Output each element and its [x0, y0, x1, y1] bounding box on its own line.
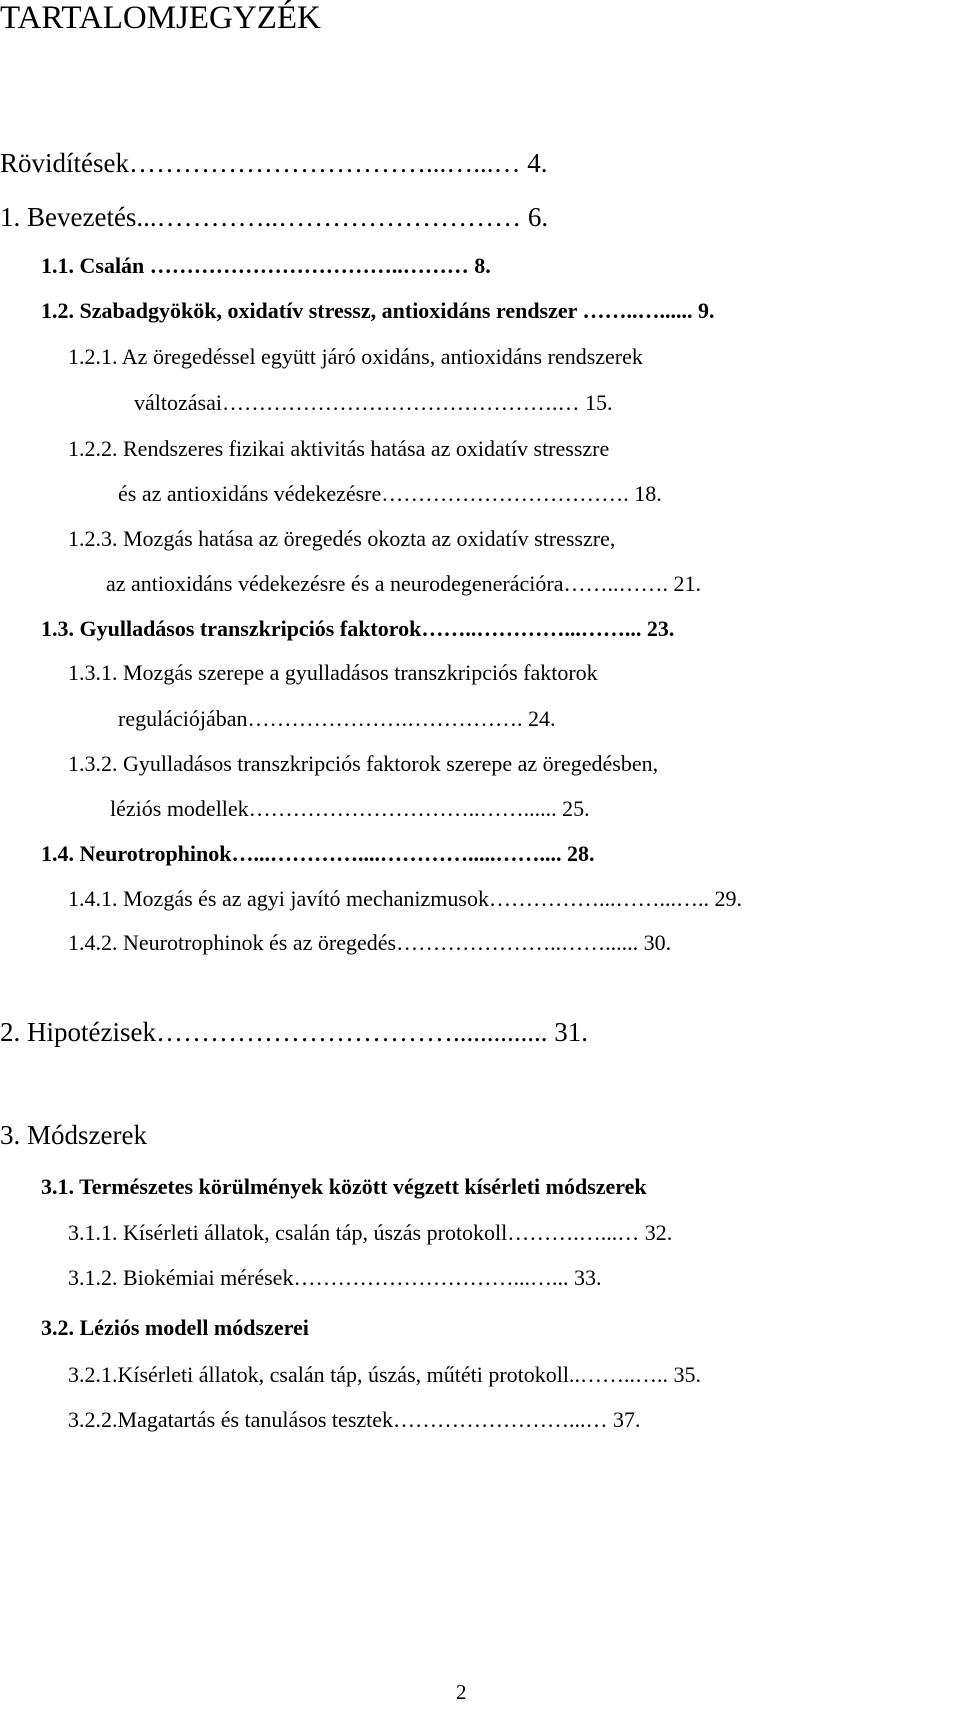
- toc-entry-3-1-2: 3.1.2. Biokémiai mérések…………………………...…... 33.: [68, 1265, 602, 1290]
- toc-entry-3-2: 3.2. Léziós modell módszerei: [41, 1315, 309, 1340]
- toc-entry-1-2-2: 1.2.2. Rendszeres fizikai aktivitás hatása az oxidatív stresszre: [68, 436, 610, 461]
- toc-entry-2: 2. Hipotézisek…………………………….............. 31.: [0, 1017, 588, 1047]
- toc-entry-1: 1. Bevezetés...…………..……………………… 6.: [0, 202, 549, 232]
- toc-entry-rovidites: Rövidítések……………………………...…...… 4.: [0, 148, 548, 178]
- toc-entry-3-2-2: 3.2.2.Magatartás és tanulásos tesztek……………………...… 37.: [68, 1407, 641, 1432]
- toc-entry-3-1-1: 3.1.1. Kísérleti állatok, csalán táp, úszás protokoll……….…...… 32.: [68, 1220, 673, 1245]
- toc-entry-1-2-1: 1.2.1. Az öregedéssel együtt járó oxidáns, antioxidáns rendszerek: [68, 344, 643, 369]
- toc-entry-1-3: 1.3. Gyulladásos transzkripciós faktorok……..…………...……... 23.: [41, 616, 675, 641]
- toc-entry-1-4-1: 1.4.1. Mozgás és az agyi javító mechanizmusok……………...……...….. 29.: [68, 886, 742, 911]
- toc-entry-1-2-3: 1.2.3. Mozgás hatása az öregedés okozta az oxidatív stresszre,: [68, 526, 616, 551]
- toc-entry-1-1: 1.1. Csalán ……………………………..……… 8.: [41, 253, 491, 278]
- toc-entry-1-2: 1.2. Szabadgyökök, oxidatív stressz, antioxidáns rendszer ……..…...... 9.: [41, 298, 715, 323]
- toc-entry-1-3-2: 1.3.2. Gyulladásos transzkripciós faktorok szerepe az öregedésben,: [68, 751, 659, 776]
- toc-entry-1-4: 1.4. Neurotrophinok…...…………....………….....…….... 28.: [41, 841, 595, 866]
- toc-entry-3-2-1: 3.2.1.Kísérleti állatok, csalán táp, úszás, műtéti protokoll..……..….. 35.: [68, 1362, 701, 1387]
- toc-entry-3: 3. Módszerek: [0, 1120, 147, 1150]
- toc-entry-1-2-2-cont: és az antioxidáns védekezésre……………………………. 18.: [118, 481, 662, 506]
- page-number: 2: [456, 1680, 467, 1704]
- toc-entry-3-1: 3.1. Természetes körülmények között végzett kísérleti módszerek: [41, 1174, 647, 1199]
- toc-entry-1-3-1: 1.3.1. Mozgás szerepe a gyulladásos transzkripciós faktorok: [68, 660, 598, 685]
- toc-entry-1-4-2: 1.4.2. Neurotrophinok és az öregedés…………………..……...... 30.: [68, 930, 672, 955]
- toc-entry-1-2-1-cont: változásai……………………………………….… 15.: [134, 390, 613, 415]
- toc-entry-1-2-3-cont: az antioxidáns védekezésre és a neurodegenerációra……..……. 21.: [106, 571, 701, 596]
- toc-entry-1-3-2-cont: léziós modellek…………………………..……...... 25.: [110, 796, 590, 821]
- page-title: TARTALOMJEGYZÉK: [0, 0, 321, 36]
- toc-entry-1-3-1-cont: regulációjában………………….……………. 24.: [118, 706, 556, 731]
